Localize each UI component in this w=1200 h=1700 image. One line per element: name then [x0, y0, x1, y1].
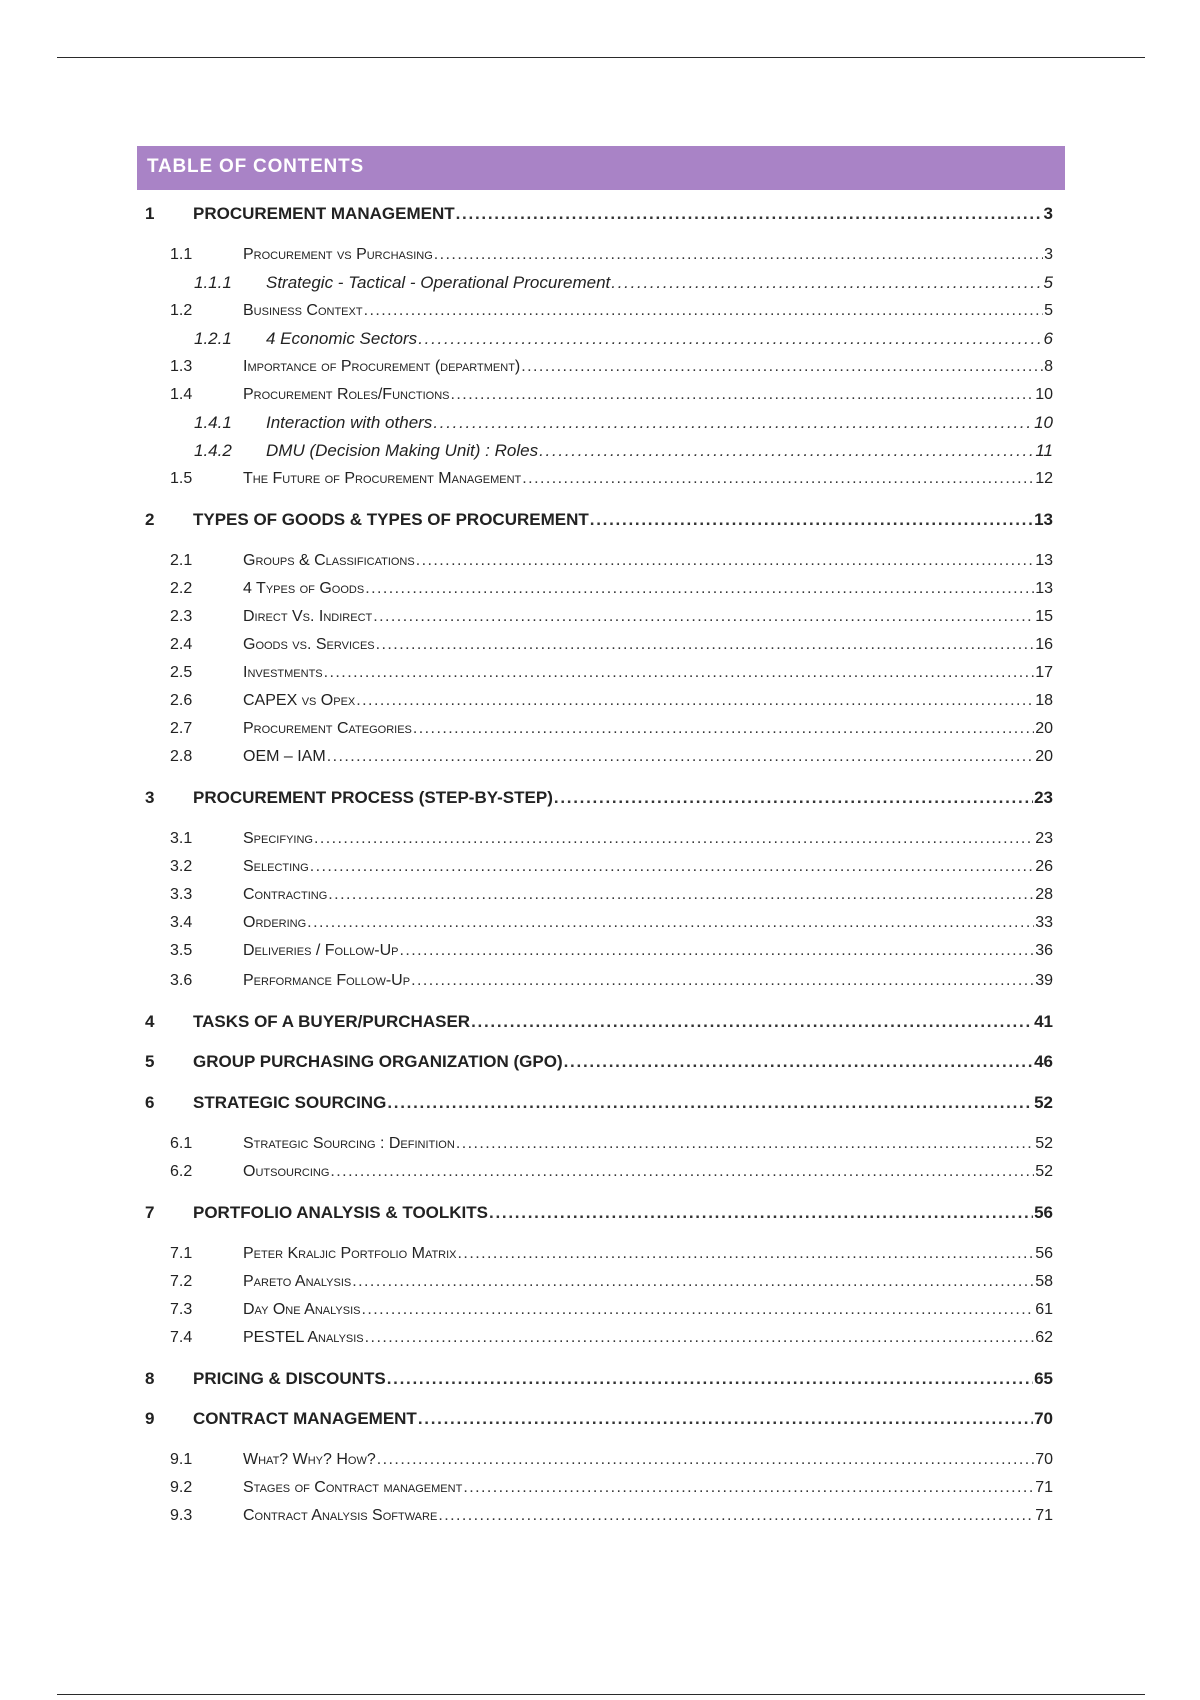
toc-entry-number: 3.4: [170, 914, 193, 931]
toc-entry-title[interactable]: Contract Analysis Software: [243, 1507, 438, 1524]
toc-entry-title[interactable]: Goods vs. Services: [243, 636, 375, 653]
toc-entry-title[interactable]: Ordering: [243, 914, 307, 931]
toc-entry-number: 2: [145, 510, 155, 529]
toc-entry-title[interactable]: Selecting: [243, 858, 309, 875]
toc-entry-page[interactable]: 13: [1034, 510, 1053, 529]
toc-entry[interactable]: [145, 1010, 1053, 1034]
toc-entry-page[interactable]: 28: [1035, 886, 1053, 903]
toc-dot-leader: [438, 1504, 1034, 1528]
toc-entry-number: 3.6: [170, 972, 193, 989]
toc-dot-leader: [365, 1326, 1035, 1350]
toc-dot-leader: [416, 549, 1034, 573]
toc-entry-number: 1.1.1: [194, 273, 232, 292]
toc-entry[interactable]: [170, 883, 1053, 907]
toc-entry-number: 3.3: [170, 886, 193, 903]
toc-entry[interactable]: [170, 243, 1053, 267]
toc-entry[interactable]: [170, 1504, 1053, 1528]
toc-dot-leader: [458, 1242, 1035, 1266]
toc-entry-title[interactable]: Pareto Analysis: [243, 1273, 352, 1290]
toc-entry-page[interactable]: 52: [1034, 1093, 1053, 1112]
toc-entry-number: 9.1: [170, 1451, 193, 1468]
toc-entry[interactable]: [170, 633, 1053, 657]
toc-entry-page[interactable]: 58: [1035, 1273, 1053, 1290]
toc-entry-page[interactable]: 65: [1034, 1369, 1053, 1388]
toc-entry-page[interactable]: 20: [1035, 720, 1053, 737]
toc-entry[interactable]: [145, 508, 1053, 532]
toc-dot-leader: [463, 1476, 1034, 1500]
toc-entry-title[interactable]: Strategic Sourcing : Definition: [243, 1135, 455, 1152]
toc-entry-number: 3.2: [170, 858, 193, 875]
toc-entry-number: 8: [145, 1369, 155, 1388]
toc-entry-title[interactable]: The Future of Procurement Management: [243, 470, 522, 487]
toc-entry-title[interactable]: Procurement vs Purchasing: [243, 246, 433, 263]
toc-entry-title[interactable]: Strategic - Tactical - Operational Procurement: [266, 273, 611, 292]
toc-entry-number: 2.3: [170, 608, 193, 625]
toc-entry-page[interactable]: 23: [1035, 830, 1053, 847]
toc-entry-title[interactable]: Interaction with others: [266, 413, 433, 432]
toc-entry-title[interactable]: OEM – IAM: [243, 748, 326, 765]
toc-entry-page[interactable]: 46: [1034, 1052, 1053, 1071]
toc-entry-number: 6.2: [170, 1163, 193, 1180]
toc-entry-page[interactable]: 5: [1043, 273, 1053, 292]
toc-entry-number: 1.5: [170, 470, 193, 487]
toc-entry-number: 7.3: [170, 1301, 193, 1318]
toc-entry[interactable]: [170, 911, 1053, 935]
toc-entry-page[interactable]: 70: [1035, 1451, 1053, 1468]
toc-dot-leader: [434, 243, 1043, 267]
toc-dot-leader: [310, 855, 1035, 879]
toc-entry-number: 1.2: [170, 302, 193, 319]
toc-entry[interactable]: [170, 355, 1053, 379]
toc-dot-leader: [324, 661, 1035, 685]
toc-entry-page[interactable]: 56: [1034, 1203, 1053, 1222]
toc-entry-number: 1.1: [170, 246, 193, 263]
top-rule: [57, 57, 1145, 58]
toc-entry-number: 7: [145, 1203, 155, 1222]
toc-dot-leader: [590, 508, 1033, 532]
toc-entry-page[interactable]: 26: [1035, 858, 1053, 875]
toc-entry-number: 2.7: [170, 720, 193, 737]
toc-entry-number: 6.1: [170, 1135, 193, 1152]
toc-entry[interactable]: [170, 717, 1053, 741]
toc-entry-title[interactable]: Specifying: [243, 830, 313, 847]
toc-entry-page[interactable]: 70: [1034, 1409, 1053, 1428]
toc-dot-leader: [489, 1201, 1033, 1225]
toc-entry-page[interactable]: 11: [1035, 441, 1053, 460]
toc-entry-title[interactable]: TASKS OF A BUYER/PURCHASER: [193, 1012, 471, 1031]
toc-entry-title[interactable]: Importance of Procurement (department): [243, 358, 521, 375]
toc-entry-page[interactable]: 10: [1035, 386, 1053, 403]
toc-dot-leader: [522, 467, 1034, 491]
toc-entry[interactable]: [170, 1132, 1053, 1156]
toc-entry-page[interactable]: 6: [1043, 329, 1053, 348]
toc-entry-title[interactable]: Outsourcing: [243, 1163, 330, 1180]
toc-entry-page[interactable]: 23: [1034, 788, 1053, 807]
toc-entry[interactable]: [170, 689, 1053, 713]
toc-entry-number: 7.2: [170, 1273, 193, 1290]
toc-entry[interactable]: [170, 745, 1053, 769]
toc-entry-number: 2.6: [170, 692, 193, 709]
toc-entry-number: 9.3: [170, 1507, 193, 1524]
toc-dot-leader: [411, 969, 1034, 993]
toc-entry-number: 7.1: [170, 1245, 193, 1262]
toc-entry[interactable]: [145, 1407, 1053, 1431]
toc-entry-title[interactable]: Performance Follow-Up: [243, 972, 411, 989]
toc-entry[interactable]: [170, 855, 1053, 879]
toc-entry-title[interactable]: Investments: [243, 664, 323, 681]
toc-entry-number: 3.5: [170, 942, 193, 959]
toc-title: TABLE OF CONTENTS: [147, 156, 364, 177]
toc-entry[interactable]: [170, 827, 1053, 851]
toc-entry-title[interactable]: Stages of Contract management: [243, 1479, 463, 1496]
toc-entry-page[interactable]: 71: [1035, 1479, 1053, 1496]
toc-entry[interactable]: [170, 1326, 1053, 1350]
toc-dot-leader: [330, 1160, 1034, 1184]
toc-dot-leader: [521, 355, 1043, 379]
toc-entry-page[interactable]: 16: [1035, 636, 1053, 653]
toc-entry-title[interactable]: Groups & Classifications: [243, 552, 415, 569]
toc-entry-number: 2.1: [170, 552, 193, 569]
toc-entry-page[interactable]: 20: [1035, 748, 1053, 765]
toc-entry-title[interactable]: DMU (Decision Making Unit) : Roles: [266, 441, 539, 460]
toc-dot-leader: [418, 1407, 1033, 1431]
toc-entry-number: 1.2.1: [194, 329, 232, 348]
toc-entry-page[interactable]: 18: [1035, 692, 1053, 709]
toc-dot-leader: [365, 577, 1034, 601]
toc-entry-page[interactable]: 17: [1035, 664, 1053, 681]
toc-entry-title[interactable]: Contracting: [243, 886, 328, 903]
toc-entry-page[interactable]: 56: [1035, 1245, 1053, 1262]
toc-entry[interactable]: [170, 577, 1053, 601]
toc-entry-number: 1.4.1: [194, 413, 232, 432]
toc-entry-page[interactable]: 13: [1035, 580, 1053, 597]
toc-entry-page[interactable]: 62: [1035, 1329, 1053, 1346]
toc-entry-page[interactable]: 13: [1035, 552, 1053, 569]
toc-dot-leader: [413, 717, 1034, 741]
toc-entry[interactable]: [170, 661, 1053, 685]
toc-entry[interactable]: [170, 1476, 1053, 1500]
toc-dot-leader: [387, 1091, 1033, 1115]
toc-entry-title[interactable]: Procurement Categories: [243, 720, 412, 737]
toc-entry-title[interactable]: Direct Vs. Indirect: [243, 608, 373, 625]
toc-dot-leader: [611, 271, 1042, 295]
toc-entry[interactable]: [170, 383, 1053, 407]
toc-entry-title[interactable]: PROCUREMENT PROCESS (STEP-BY-STEP): [193, 788, 553, 807]
toc-entry-number: 2.8: [170, 748, 193, 765]
toc-dot-leader: [328, 883, 1034, 907]
toc-dot-leader: [564, 1050, 1033, 1074]
toc-dot-leader: [399, 939, 1034, 963]
toc-dot-leader: [418, 327, 1042, 351]
toc-entry-title[interactable]: Day One Analysis: [243, 1301, 361, 1318]
toc-entry-title[interactable]: CAPEX vs Opex: [243, 692, 356, 709]
toc-entry-number: 9.2: [170, 1479, 193, 1496]
toc-entry-title[interactable]: PESTEL Analysis: [243, 1329, 364, 1346]
toc-dot-leader: [456, 202, 1043, 226]
toc-header: [137, 146, 1065, 190]
toc-entry-title[interactable]: STRATEGIC SOURCING: [193, 1093, 387, 1112]
toc-entry[interactable]: [145, 1367, 1053, 1391]
toc-entry-number: 1.4.2: [194, 441, 232, 460]
toc-entry[interactable]: [194, 411, 1053, 435]
toc-entry[interactable]: [170, 1448, 1053, 1472]
toc-dot-leader: [451, 383, 1035, 407]
toc-entry-page[interactable]: 3: [1044, 246, 1053, 263]
toc-entry[interactable]: [194, 271, 1053, 295]
toc-dot-leader: [327, 745, 1035, 769]
toc-entry[interactable]: [170, 467, 1053, 491]
toc-entry-page[interactable]: 5: [1044, 302, 1053, 319]
toc-entry-number: 9: [145, 1409, 155, 1428]
toc-entry-title[interactable]: Procurement Roles/Functions: [243, 386, 450, 403]
toc-dot-leader: [554, 786, 1033, 810]
bottom-rule: [57, 1694, 1145, 1695]
toc-dot-leader: [356, 689, 1034, 713]
toc-entry-title[interactable]: What? Why? How?: [243, 1451, 376, 1468]
toc-entry-number: 1.3: [170, 358, 193, 375]
toc-entry-number: 2.2: [170, 580, 193, 597]
toc-entry-page[interactable]: 15: [1035, 608, 1053, 625]
toc-dot-leader: [456, 1132, 1034, 1156]
toc-dot-leader: [539, 439, 1034, 463]
toc-entry-title[interactable]: 4 Types of Goods: [243, 580, 365, 597]
toc-entry[interactable]: [194, 327, 1053, 351]
toc-entry[interactable]: [170, 1270, 1053, 1294]
toc-entry[interactable]: [170, 969, 1053, 993]
toc-entry-title[interactable]: GROUP PURCHASING ORGANIZATION (GPO): [193, 1052, 563, 1071]
toc-entry-page[interactable]: 41: [1034, 1012, 1053, 1031]
toc-dot-leader: [471, 1010, 1033, 1034]
toc-dot-leader: [433, 411, 1033, 435]
toc-entry[interactable]: [170, 1160, 1053, 1184]
toc-entry-page[interactable]: 52: [1035, 1135, 1053, 1152]
toc-entry-number: 2.5: [170, 664, 193, 681]
toc-entry[interactable]: [145, 202, 1053, 226]
toc-entry[interactable]: [145, 1050, 1053, 1074]
toc-entry-title[interactable]: Business Context: [243, 302, 363, 319]
toc-entry-page[interactable]: 12: [1035, 470, 1053, 487]
toc-entry[interactable]: [170, 605, 1053, 629]
toc-dot-leader: [377, 1448, 1034, 1472]
toc-entry[interactable]: [170, 299, 1053, 323]
toc-entry-number: 7.4: [170, 1329, 193, 1346]
toc-entry-page[interactable]: 3: [1043, 204, 1053, 223]
toc-entry-title[interactable]: Deliveries / Follow-Up: [243, 942, 399, 959]
toc-entry-number: 3.1: [170, 830, 193, 847]
toc-entry-number: 3: [145, 788, 155, 807]
toc-dot-leader: [387, 1367, 1033, 1391]
toc-entry-number: 1: [145, 204, 155, 223]
toc-entry-title[interactable]: CONTRACT MANAGEMENT: [193, 1409, 417, 1428]
toc-dot-leader: [361, 1298, 1034, 1322]
toc-entry-number: 5: [145, 1052, 155, 1071]
toc-dot-leader: [352, 1270, 1034, 1294]
toc-entry[interactable]: [194, 439, 1053, 463]
toc-entry-page[interactable]: 71: [1035, 1507, 1053, 1524]
toc-dot-leader: [364, 299, 1044, 323]
toc-dot-leader: [376, 633, 1035, 657]
toc-entry-page[interactable]: 61: [1035, 1301, 1053, 1318]
toc-dot-leader: [307, 911, 1034, 935]
toc-entry-number: 1.4: [170, 386, 193, 403]
toc-entry-page[interactable]: 52: [1035, 1163, 1053, 1180]
toc-dot-leader: [373, 605, 1034, 629]
toc-entry-title[interactable]: Peter Kraljic Portfolio Matrix: [243, 1245, 457, 1262]
toc-entry[interactable]: [170, 1242, 1053, 1266]
toc-entry-page[interactable]: 10: [1034, 413, 1053, 432]
toc-entry[interactable]: [170, 549, 1053, 573]
toc-entry[interactable]: [170, 1298, 1053, 1322]
toc-entry-page[interactable]: 33: [1035, 914, 1053, 931]
toc-entry[interactable]: [145, 786, 1053, 810]
toc-entry-title[interactable]: PROCUREMENT MANAGEMENT: [193, 204, 455, 223]
toc-dot-leader: [314, 827, 1034, 851]
toc-entry-page[interactable]: 8: [1044, 358, 1053, 375]
toc-entry[interactable]: [145, 1201, 1053, 1225]
toc-entry-title[interactable]: TYPES OF GOODS & TYPES OF PROCUREMENT: [193, 510, 589, 529]
toc-entry-number: 2.4: [170, 636, 193, 653]
toc-entry-title[interactable]: PRICING & DISCOUNTS: [193, 1369, 386, 1388]
toc-entry-number: 4: [145, 1012, 155, 1031]
toc-entry-page[interactable]: 39: [1035, 972, 1053, 989]
toc-entry-number: 6: [145, 1093, 155, 1112]
toc-entry-title[interactable]: PORTFOLIO ANALYSIS & TOOLKITS: [193, 1203, 489, 1222]
toc-entry[interactable]: [170, 939, 1053, 963]
toc-entry[interactable]: [145, 1091, 1053, 1115]
toc-entry-page[interactable]: 36: [1035, 942, 1053, 959]
toc-entry-title[interactable]: 4 Economic Sectors: [266, 329, 418, 348]
